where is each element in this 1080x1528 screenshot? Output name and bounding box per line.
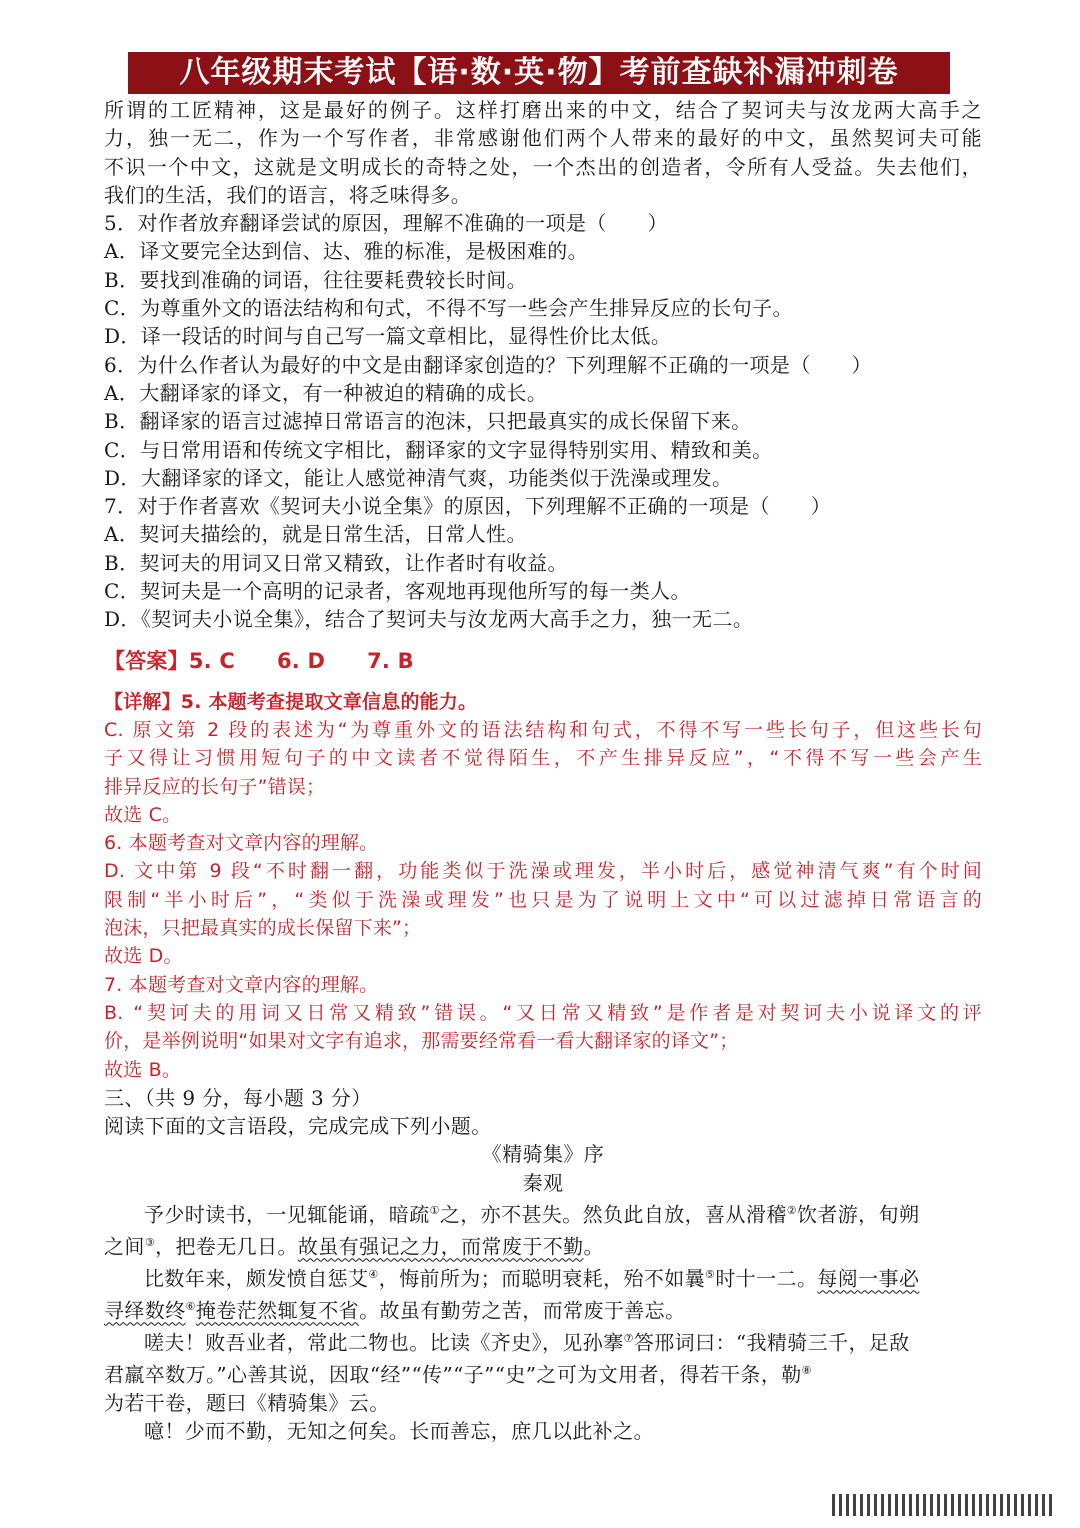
text-run: ，把卷无几日。 [155,1234,298,1259]
underlined-sentence: 寻绎数终 [104,1298,186,1323]
text-run: 予少时读书，一见辄能诵，暗疏 [144,1202,430,1227]
option-b: B．契诃夫的用词又日常又精致，让作者时有收益。 [104,550,568,575]
passage-line: 所谓的工匠精神，这是最好的例子。这样打磨出来的中文，结合了契诃夫与汝龙两大高手之 [104,98,982,122]
question-stem: 5．对作者放弃翻译尝试的原因，理解不准确的一项是（ ） [104,211,668,236]
text-run: 时十一二。 [715,1266,818,1291]
text-run: 君羸卒数万。”心善其说，因取“经”“传”“子”“史”之可为文用者，得若干条，勒 [104,1362,802,1387]
option-a: A．译文要完全达到信、达、雅的标准，是极困难的。 [104,239,589,264]
option-a: A．契诃夫描绘的，就是日常生活，日常人性。 [104,522,527,547]
explanation-line: 排异反应的长句子”错误； [104,775,326,798]
explanation-line: 故选 C。 [104,803,182,826]
classical-line: 噫！少而不勤，无知之何矣。长而善忘，庶几以此补之。 [144,1419,654,1443]
passage-ending [104,96,982,209]
explanation-line: 价，是举例说明“如果对文字有追求，那需要经常看一看大翻译家的译文”； [104,1030,739,1053]
question-7 [104,492,982,633]
explanation-line: D. 文中第 9 段“不时翻一翻，功能类似于洗澡或理发，半小时后，感觉神清气爽”有个时间 [104,860,982,883]
passage-line: 力，独一无二，作为一个写作者，非常感谢他们两个人带来的最好的中文，虽然契诃夫可能 [104,126,982,151]
option-b: B．翻译家的语言过滤掉日常语言的泡沫，只把最真实的成长保留下来。 [104,409,752,434]
classical-line [104,1389,982,1417]
underlined-sentence: 每阅一事必 [817,1266,920,1291]
text-run: 饮者游，旬朔 [796,1202,920,1227]
explanation-line: C. 原文第 2 段的表述为“为尊重外文的语法结构和句式，不得不写一些长句子，但这些长句 [104,718,982,741]
option-c: C．契诃夫是一个高明的记录者，客观地再现他所写的每一类人。 [104,579,691,604]
explanation-line: 6. 本题考查对文章内容的理解。 [104,832,379,855]
answer-key [104,644,982,678]
classical-text-title: 《精骑集》序 [481,1142,605,1167]
question-stem: 6．为什么作者认为最好的中文是由翻译家创造的？下列理解不正确的一项是（ ） [104,352,872,377]
explanation-line: 限制“半小时后”，“类似于洗澡或理发”也只是为了说明上文中“可以过滤掉日常语言的 [104,888,982,911]
explanation [104,688,982,1084]
page-content [104,96,982,1445]
footnote-mark: ⑦ [623,1331,634,1345]
question-stem: 7．对于作者喜欢《契诃夫小说全集》的原因，下列理解不正确的一项是（ ） [104,494,832,519]
classical-line [104,1325,982,1357]
footnote-mark: ⑤ [705,1267,716,1281]
text-run: 答邢词曰：“我精骑三千，足敌 [633,1330,910,1355]
text-run: 为若干卷，题曰《精骑集》云。 [104,1390,390,1415]
passage-line: 不识一个中文，这就是文明成长的奇特之处，一个杰出的创造者，令所有人受益。失去他们， [104,154,982,179]
classical-paragraph-2 [104,1261,982,1325]
option-d: D．译一段话的时间与自己写一篇文章相比，显得性价比太低。 [104,324,672,349]
section-instruction: 阅读下面的文言语段，完成完成下列小题。 [104,1114,492,1139]
answer-label: 【答案】 [104,648,189,673]
explanation-line: 【详解】5. 本题考查提取文章信息的能力。 [104,690,478,713]
answer-6: 6. D [276,648,326,673]
section-three [104,1084,982,1446]
section-heading: 三、（共 9 分，每小题 3 分） [104,1085,372,1110]
text-run: 之，亦不甚失。然负此自放，喜从滑稽 [439,1202,787,1227]
answer-5: 5. C [188,648,235,673]
question-5 [104,209,982,350]
explanation-line: 故选 D。 [104,945,183,968]
classical-line [104,1261,982,1293]
explanation-line: 7. 本题考查对文章内容的理解。 [104,973,379,996]
option-b: B．要找到准确的词语，往往要耗费较长时间。 [104,267,528,292]
text-run: 比数年来，颇发愤自惩艾 [144,1266,369,1291]
footnote-mark: ① [429,1203,440,1217]
explanation-line: 子又得让习惯用短句子的中文读者不觉得陌生，不产生排异反应”，“不得不写一些会产生 [104,747,982,770]
watermark-barcode [832,1494,1052,1516]
classical-line [104,1357,982,1389]
passage-line: 我们的生活，我们的语言，将乏味得多。 [104,182,472,207]
classical-line [104,1197,982,1229]
text-run: 。故虽有勤劳之苦，而常废于善忘。 [359,1298,686,1323]
footnote-mark: ② [786,1203,797,1217]
classical-line [104,1293,982,1325]
underlined-sentence: 故虽有强记之力，而常废于不勤 [297,1234,584,1259]
question-6 [104,351,982,492]
exam-title-banner: 八年级期末考试【语·数·英·物】考前查缺补漏冲刺卷 [128,52,950,94]
explanation-line: 泡沫，只把最真实的成长保留下来”； [104,917,422,940]
footnote-mark: ③ [144,1235,156,1249]
option-d: D．大翻译家的译文，能让人感觉神清气爽，功能类似于洗澡或理发。 [104,465,733,490]
text-run: 。 [583,1234,604,1259]
footnote-mark: ⑧ [801,1363,812,1377]
text-run: ，悔前所为；而聪明衰耗，殆不如曩 [378,1266,706,1291]
footnote-mark: ④ [368,1267,379,1281]
classical-text-author: 秦观 [522,1170,564,1195]
classical-paragraph-1 [104,1197,982,1261]
option-c: C．与日常用语和传统文字相比，翻译家的文字显得特别实用、精致和美。 [104,437,773,462]
classical-line [104,1229,982,1261]
option-d: D．《契诃夫小说全集》，结合了契诃夫与汝龙两大高手之力，独一无二。 [104,607,754,632]
classical-paragraph-3 [104,1325,982,1417]
explanation-line: B. “契诃夫的用词又日常又精致”错误。“又日常又精致”是作者是对契诃夫小说译文的评 [104,1001,982,1024]
answer-7: 7. B [367,648,414,673]
text-run: 嗟夫！败吾业者，常此二物也。比读《齐史》，见孙搴 [144,1330,624,1355]
underlined-sentence: 掩卷茫然辄复不省 [195,1298,360,1323]
classical-paragraph-4 [104,1417,982,1445]
text-run: 之间 [104,1234,145,1259]
option-c: C．为尊重外文的语法结构和句式，不得不写一些会产生排异反应的长句子。 [104,296,793,321]
option-a: A．大翻译家的译文，有一种被迫的精确的成长。 [104,380,548,405]
explanation-line: 故选 B。 [104,1058,182,1081]
footnote-mark: ⑥ [185,1299,196,1313]
